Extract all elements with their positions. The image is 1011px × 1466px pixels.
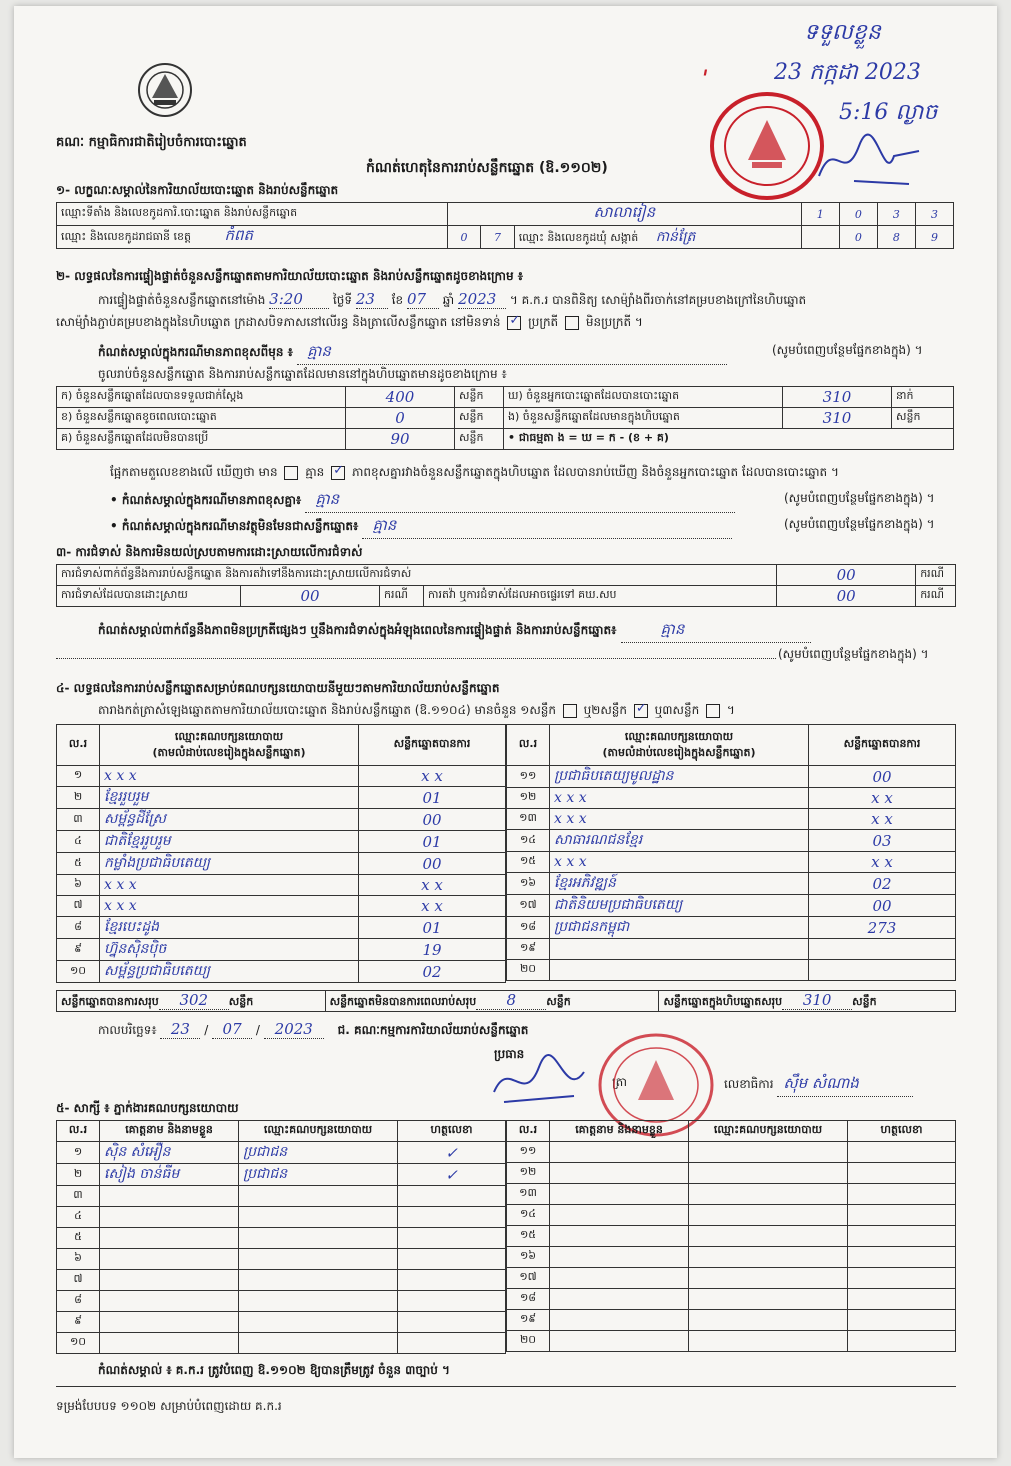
vote-row-number: ៥ [57,853,100,875]
two-sheets-checkbox[interactable] [634,704,648,718]
witness-row-number: ១៤ [507,1205,550,1226]
witness-signature [848,1310,956,1331]
objection-label: ការជំទាស់ពាក់ព័ន្ធនឹងការរាប់សន្លឹកឆ្នោត និងការតវ៉ាទៅនឹងការដោះស្រាយលើការជំទាស់ [57,565,777,586]
location-value: សាលារៀន [447,203,801,226]
sheet-count-line: តារាងកត់ត្រាសំឡេងឆ្នោតតាមការិយាល័យបោះឆ្នោត និងរាប់សន្លឹកឆ្នោត (ឱ.១១០៤) មានចំនួន ១សន្លឹក ឬ២សន្លឹក ✓ ឬ៣សន្លឹក ។ [98,702,735,720]
unused-value: 90 [346,429,455,450]
witness-row-number: ២ [57,1164,100,1186]
vote-row-number: ១៦ [507,873,550,895]
nec-emblem-icon [132,60,198,120]
witness-party [239,1186,398,1207]
witness-row-number: ១៣ [507,1184,550,1205]
committee-label: ជ. គណៈកម្មការការិយាល័យរាប់សន្លឹកឆ្នោត [337,1023,529,1037]
witness-signature [848,1163,956,1184]
witness-row-number: ២០ [507,1331,550,1352]
footer-form-code: ទម្រង់បែបបទ ១១០២ សម្រាប់បំពេញដោយ គ.ក.រ [56,1399,282,1413]
vote-row [57,961,506,983]
resolved-value: 00 [241,586,380,607]
remark-value: គ្មាន [297,342,727,365]
witness-row-number: ១០ [57,1333,100,1354]
form-page: គណៈ កម្មាធិការជាតិរៀបចំការបោះឆ្នោត ទទួលខ្លួន 23 កក្កដា 2023 5:16 ល្ងាច ˈ កំណត់ហេតុនៃការរាប់សន្លឹកឆ្នោត (ឱ.១១០២) ១- លក្ខណៈសម្គាល់នៃការិយាល័យបោះឆ្នោត និងរាប់សន្លឹកឆ្នោត ឈ្មោះទីតាំង និងលេខកូដការិ.បោះឆ្នោត និងរាប់សន្លឹកឆ្នោត សាលារៀន 1 0 3 3 ឈ្មោះ និងលេខកូដរាជធានី ខេត្ត កំពត 0 7 ឈ្មោះ និងលេខកូដឃុំ សង្កាត់ កាន់ត្រែ 0 8 9 ២- លទ្ធផលនៃការផ្ទៀងផ្ទាត់ចំនួនសន្លឹកឆ្នោតតាមការិយាល័យបោះឆ្នោត និងរាប់សន្លឹកឆ្នោតដូចខាងក្រោម ៖ ការផ្ទៀងផ្ទាត់ចំនួនសន្លឹកឆ្នោតនៅម៉ោង 3:20 ថ្ងៃទី 23 ខែ 07 ឆ្នាំ 2023 ។ គ.ក.រ បានពិនិត្យ សោម៉្យាំងពីរចាក់នៅគម្របខាងក្រៅនៃហិបឆ្នោត សោម៉្យាំងភ្ជាប់គម្របខាងក្នុងនៃហិបឆ្នោត ក្រដាសបិទភាសនៅលើរន្ធ និងត្រាលើសន្លឹកឆ្នោត នៅមិនទាន់ ✓ ប្រក្រតី មិនប្រក្រតី ។ កំណត់សម្គាល់ក្នុងករណីមានភាពខុសពីមុន ៖ គ្មាន (សូមបំពេញបន្ថែមផ្នែកខាងក្នុង) ។ ចូលរាប់ចំនួនសន្លឹកឆ្នោត និងការរាប់សន្លឹកឆ្នោតដែលមាននៅក្នុងហិបឆ្នោតមានដូចខាងក្រោម ៖ ក) ចំនួនសន្លឹកឆ្នោតដែលបានទទួលជាក់ស្តែង 400 សន្លឹក ឃ) ចំនួនអ្នកបោះឆ្នោតដែលបានបោះឆ្នោត 310 នាក់ ខ) ចំនួនសន្លឹកឆ្នោតខូចពេលបោះឆ្នោត 0 សន្លឹក ង) ចំនួនសន្លឹកឆ្នោតដែលមានក្នុងហិបឆ្នោត 310 សន្លឹក គ) ចំនួនសន្លឹកឆ្នោតដែលមិនបានប្រើ 90 សន្លឹក • ជាធម្មតា ង = ឃ = ក - (ខ + គ) ផ្អែកតាមតួលេខខាងលើ ឃើញថា មាន គ្មាន ✓ ភាពខុសគ្នារវាងចំនួនសន្លឹកឆ្នោតក្នុងហិបឆ្នោត ដែលបានរាប់ឃើញ និងចំនួនអ្នកបោះឆ្នោត ដែលបានបោះឆ្នោត ។ • កំណត់សម្គាល់ក្នុងករណីមានភាពខុសគ្នា៖ គ្មាន (សូមបំពេញបន្ថែមផ្នែកខាងក្នុង) ។ • កំណត់សម្គាល់ក្នុងករណីមានវត្ថុមិនមែនជាសន្លឹកឆ្នោត៖ គ្មាន (សូមបំពេញបន្ថែមផ្នែកខាងក្នុង) ។ ៣- ការជំទាស់ និងការមិនយល់ស្របតាមការដោះស្រាយលើការជំទាស់ ការជំទាស់ពាក់ព័ន្ធនឹងការរាប់សន្លឹកឆ្នោត និងការតវ៉ាទៅនឹងការដោះស្រាយលើការជំទាស់ 00 ករណី ការជំទាស់ដែលបានដោះស្រាយ 00 ករណី ការតវ៉ា ឬការជំទាស់ដែលអាចផ្ទេរទៅ គឃ.សប 00 ករណី កំណត់សម្គាល់ពាក់ព័ន្ធនឹងភាពមិនប្រក្រតីផ្សេងៗ ឬនឹងការជំទាស់ក្នុងអំឡុងពេលនៃការផ្ទៀងផ្ទាត់ និងការរាប់សន្លឹកឆ្នោត៖ គ្មាន (សូមបំពេញបន្ថែមផ្នែកខាងក្នុង) ។ ៤- លទ្ធផលនៃការរាប់សន្លឹកឆ្នោតសម្រាប់គណបក្សនយោបាយនីមួយៗតាមការិយាល័យរាប់សន្លឹកឆ្នោត តារាងកត់ត្រាសំឡេងឆ្នោតតាមការិយាល័យបោះឆ្នោត និងរាប់សន្លឹកឆ្នោត (ឱ.១១០៤) មានចំនួន ១សន្លឹក ឬ២សន្លឹក ✓ ឬ៣សន្លឹក ។ ល.រ ឈ្មោះគណបក្សនយោបាយ (តាមលំដាប់លេខរៀងក្នុងសន្លឹកឆ្នោត) សន្លឹកឆ្នោតបានការ ១ x x x x x ២ ខ្មែររួបរួម 01 ៣ សម្ព័ន្ធដីស្រែ 00 ៤ ជាតិខ្មែររួបរួម 01 ៥ កម្លាំងប្រជាធិបតេយ្យ 00 ៦ x x x x x ៧ x x x x x ៨ ខ្មែរបេះដូង 01 ៩ ហ្វ៊ុនស៊ិនប៉ិច 19 ១០ សម្ព័ន្ធប្រជាធិបតេយ្យ 02 ល.រ ឈ្មោះគណបក្សនយោបាយ (តាមលំដាប់លេខរៀងក្នុងសន្លឹកឆ្នោត) សន្លឹកឆ្នោតបានការ ១១ ប្រជាធិបតេយ្យមូលដ្ឋាន 00 ១២ x x x x x ១៣ x x x x x ១៤ សាធារណជនខ្មែរ 03 ១៥ x x x x x ១៦ ខ្មែរអភិវឌ្ឍន៍ 02 ១៧ ជាតិនិយមប្រជាធិបតេយ្យ 00 ១៨ ប្រជាជនកម្ពុជា 273 ១៩ ២០ សន្លឹកឆ្នោតបានការសរុប 302 សន្លឹក សន្លឹកឆ្នោតមិនបានការពេលរាប់សរុប 8 សន្លឹក សន្លឹកឆ្នោតក្នុងហិបឆ្នោតសរុប 310 សន្លឹក កាលបរិច្ឆេទ៖ 23 / 07 / 2023 ជ. គណៈកម្មការការិយាល័យរាប់សន្លឹកឆ្នោត ប្រធាន ត្រា លេខាធិការ ស៊ឹម សំណាង ៥- សាក្សី ៖ ភ្នាក់ងារគណបក្សនយោបាយ ល.រ គោត្តនាម និងនាមខ្លួន ឈ្មោះគណបក្សនយោបាយ ហត្ថលេខា ១ ស៊ិន សំអឿន ប្រជាជន ✓ ២ សៀង ចាន់ធីម ប្រជាជន ✓ ៣ ៤ ៥ ៦ ៧ ៨ ៩ ១០ ល.រ គោត្តនាម និងនាមខ្លួន ឈ្មោះគណបក្សនយោបាយ ហត្ថលេខា ១១ ១២ ១៣ ១៤ ១៥ ១៦ ១៧ ១៨ ១៩ ២០ កំណត់សម្គាល់ ៖ គ.ក.រ ត្រូវបំពេញ ឱ.១១០២ ឱ្យបានត្រឹមត្រូវ ចំនួន ៣ច្បាប់ ។ ទម្រង់បែបបទ ១១០២ សម្រាប់បំពេញដោយ គ.ក.រ [14,6,997,1458]
secretary: លេខាធិការ ស៊ឹម សំណាង [724,1074,913,1097]
witness-row [57,1142,506,1164]
vote-party-name: ជាតិខ្មែររួបរួម [100,831,359,853]
vote-row [507,852,956,873]
votes-table-right: ល.រ ឈ្មោះគណបក្សនយោបាយ (តាមលំដាប់លេខរៀងក្នុងសន្លឹកឆ្នោត) សន្លឹកឆ្នោតបានការ ១១ ប្រជាធិបតេយ្យមូលដ្ឋាន 00 ១២ x x x x x ១៣ x x x x x ១៤ សាធារណជនខ្មែរ 03 ១៥ x x x x x ១៦ ខ្មែរអភិវឌ្ឍន៍ 02 ១៧ ជាតិនិយមប្រជាធិបតេយ្យ 00 ១៨ ប្រជាជនកម្ពុជា 273 ១៩ ២០ [506,724,956,981]
witness-row-number: ១២ [507,1163,550,1184]
witness-party [239,1228,398,1249]
witness-party [689,1331,848,1352]
location-code-2: 0 [839,203,877,226]
witness-row [507,1331,956,1352]
spoiled-label: ខ) ចំនួនសន្លឹកឆ្នោតខូចពេលបោះឆ្នោត [57,408,346,429]
witness-table-right: ល.រ គោត្តនាម និងនាមខ្លួន ឈ្មោះគណបក្សនយោបាយ ហត្ថលេខា ១១ ១២ ១៣ ១៤ ១៥ ១៦ ១៧ ១៨ ១៩ ២០ [506,1120,956,1352]
vote-count: x x [359,896,506,917]
witness-row-number: ១៩ [507,1310,550,1331]
section1-title: ១- លក្ខណៈសម្គាល់នៃការិយាល័យបោះឆ្នោត និងរាប់សន្លឹកឆ្នោត [56,183,339,197]
witness-name [550,1226,689,1247]
witness-row [57,1164,506,1186]
vote-count: x x [359,875,506,896]
witness-signature [848,1247,956,1268]
vote-row [57,766,506,787]
date-day: 23 [160,1020,200,1039]
vote-party-name: x x x [100,875,359,896]
location-code-4: 3 [915,203,953,226]
vote-count: 00 [809,766,956,788]
vote-row-number: ១៧ [507,895,550,917]
vote-party-name: x x x [550,852,809,873]
witness-party [239,1291,398,1312]
vote-row [507,939,956,960]
witness-signature [398,1249,506,1270]
witness-signature [398,1333,506,1354]
vote-row [507,766,956,788]
discrepancy-line: ផ្អែកតាមតួលេខខាងលើ ឃើញថា មាន គ្មាន ✓ ភាពខុសគ្នារវាងចំនួនសន្លឹកឆ្នោតក្នុងហិបឆ្នោត ដែលបានរាប់ឃើញ និងចំនួនអ្នកបោះឆ្នោត ដែលបានបោះឆ្នោត ។ [110,464,839,482]
witness-signature [848,1289,956,1310]
verification-year: 2023 [458,290,506,309]
vote-row [57,896,506,917]
vote-count: x x [809,852,956,873]
total-valid-value: 302 [159,991,229,1010]
chair-label: ប្រធាន [494,1047,525,1061]
verification-month: 07 [407,290,439,309]
witness-signature [848,1205,956,1226]
bullet-discrepancy: • កំណត់សម្គាល់ក្នុងករណីមានភាពខុសគ្នា៖ គ្មាន [110,490,735,513]
vote-party-name: ខ្មែរបេះដូង [100,917,359,939]
vote-row [57,809,506,831]
witness-name [100,1249,239,1270]
votes-table-left: ល.រ ឈ្មោះគណបក្សនយោបាយ (តាមលំដាប់លេខរៀងក្នុងសន្លឹកឆ្នោត) សន្លឹកឆ្នោតបានការ ១ x x x x x ២ ខ្មែររួបរួម 01 ៣ សម្ព័ន្ធដីស្រែ 00 ៤ ជាតិខ្មែររួបរួម 01 ៥ កម្លាំងប្រជាធិបតេយ្យ 00 ៦ x x x x x ៧ x x x x x ៨ ខ្មែរបេះដូង 01 ៩ ហ្វ៊ុនស៊ិនប៉ិច 19 ១០ សម្ព័ន្ធប្រជាធិបតេយ្យ 02 [56,724,506,983]
vote-row-number: ៨ [57,917,100,939]
section5-title: ៥- សាក្សី ៖ ភ្នាក់ងារគណបក្សនយោបាយ [56,1101,239,1115]
vote-count [809,939,956,960]
vote-row [57,917,506,939]
witness-name [550,1331,689,1352]
witness-name [550,1142,689,1163]
vote-row-number: ១១ [507,766,550,788]
total-in-box-value: 310 [782,991,852,1010]
vote-row-number: ៣ [57,809,100,831]
witness-row-number: ៣ [57,1186,100,1207]
witness-party [239,1249,398,1270]
witness-party [239,1207,398,1228]
vote-count [809,960,956,981]
witness-signature: ✓ [398,1142,506,1164]
witness-row [57,1228,506,1249]
objection-value: 00 [777,565,916,586]
witness-name: សៀង ចាន់ធីម [100,1164,239,1186]
vote-count: 03 [809,830,956,852]
witness-row [507,1247,956,1268]
witness-signature [848,1226,956,1247]
vote-party-name: សម្ព័ន្ធដីស្រែ [100,809,359,831]
vote-count: x x [809,809,956,830]
official-stamp-icon [708,90,826,202]
witness-name [100,1207,239,1228]
witness-name [100,1312,239,1333]
total-in-box: សន្លឹកឆ្នោតក្នុងហិបឆ្នោតសរុប 310 សន្លឹក [659,991,956,1012]
vote-row [57,939,506,961]
witness-row-number: ៥ [57,1228,100,1249]
vote-party-name [550,960,809,981]
witness-party [689,1247,848,1268]
section1-table [56,202,954,249]
vote-party-name: x x x [550,788,809,809]
witness-name [100,1291,239,1312]
normal-checkbox[interactable] [507,316,521,330]
vote-row-number: ១២ [507,788,550,809]
vote-party-name: ហ្វ៊ុនស៊ិនប៉ិច [100,939,359,961]
witness-signature [848,1331,956,1352]
signature-top-icon [814,126,924,196]
commune-code-1: 0 [839,226,877,249]
witness-name: ស៊ិន សំអឿន [100,1142,239,1164]
vote-party-name: ប្រជាធិបតេយ្យមូលដ្ឋាន [550,766,809,788]
bullet-foreign-value: គ្មាន [362,516,732,539]
remark-line: កំណត់សម្គាល់ក្នុងករណីមានភាពខុសពីមុន ៖ គ្មាន [98,342,727,365]
witness-party [689,1163,848,1184]
witness-row-number: ៤ [57,1207,100,1228]
witness-row [507,1163,956,1184]
vote-row-number: ១០ [57,961,100,983]
voters-label: ឃ) ចំនួនអ្នកបោះឆ្នោតដែលបានបោះឆ្នោត [504,387,783,408]
witness-row [57,1186,506,1207]
witness-row [507,1310,956,1331]
witness-row [507,1289,956,1310]
vote-row-number: ៧ [57,896,100,917]
remark-fill-note: (សូមបំពេញបន្ថែមផ្នែកខាងក្នុង) ។ [772,343,923,357]
vote-row [507,809,956,830]
seal-check-line: សោម៉្យាំងភ្ជាប់គម្របខាងក្នុងនៃហិបឆ្នោត ក្រដាសបិទភាសនៅលើរន្ធ និងត្រាលើសន្លឹកឆ្នោត នៅមិនទាន់ ✓ ប្រក្រតី មិនប្រក្រតី ។ [56,314,643,332]
count-table: ក) ចំនួនសន្លឹកឆ្នោតដែលបានទទួលជាក់ស្តែង 400 សន្លឹក ឃ) ចំនួនអ្នកបោះឆ្នោតដែលបានបោះឆ្នោត 310 នាក់ ខ) ចំនួនសន្លឹកឆ្នោតខូចពេលបោះឆ្នោត 0 សន្លឹក ង) ចំនួនសន្លឹកឆ្នោតដែលមានក្នុងហិបឆ្នោត 310 សន្លឹក គ) ចំនួនសន្លឹកឆ្នោតដែលមិនបានប្រើ 90 សន្លឹក • ជាធម្មតា ង = ឃ = ក - (ខ + គ) [56,386,954,450]
witness-name [550,1205,689,1226]
vote-count: 01 [359,917,506,939]
witness-name [100,1333,239,1354]
verification-line: ការផ្ទៀងផ្ទាត់ចំនួនសន្លឹកឆ្នោតនៅម៉ោង 3:20 ថ្ងៃទី 23 ខែ 07 ឆ្នាំ 2023 ។ គ.ក.រ បានពិនិត្យ សោម៉្យាំងពីរចាក់នៅគម្របខាងក្រៅនៃហិបឆ្នោត [98,290,807,308]
vote-row-number: ១ [57,766,100,787]
witness-party: ប្រជាជន [239,1164,398,1186]
witness-signature [398,1291,506,1312]
vote-row-number: ២ [57,787,100,809]
voters-value: 310 [783,387,892,408]
resolved-label: ការជំទាស់ដែលបានដោះស្រាយ [57,586,241,607]
witness-row [57,1249,506,1270]
org-name: គណៈ កម្មាធិការជាតិរៀបចំការបោះឆ្នោត [56,135,247,150]
witness-party [689,1289,848,1310]
witness-signature: ✓ [398,1164,506,1186]
witness-signature [398,1270,506,1291]
vote-count: 01 [359,831,506,853]
footer-divider [56,1386,956,1387]
vote-row [57,853,506,875]
bullet-discrepancy-value: គ្មាន [305,490,735,513]
location-label: ឈ្មោះទីតាំង និងលេខកូដការិ.បោះឆ្នោត និងរាប់សន្លឹកឆ្នោត [57,203,448,226]
objection-table: ការជំទាស់ពាក់ព័ន្ធនឹងការរាប់សន្លឹកឆ្នោត និងការតវ៉ាទៅនឹងការដោះស្រាយលើការជំទាស់ 00 ករណី ការជំទាស់ដែលបានដោះស្រាយ 00 ករណី ការតវ៉ា ឬការជំទាស់ដែលអាចផ្ទេរទៅ គឃ.សប 00 ករណី [56,564,956,607]
commune-code-3: 9 [915,226,953,249]
witness-signature [398,1186,506,1207]
vote-count: 02 [359,961,506,983]
vote-row [507,895,956,917]
witness-party [689,1268,848,1289]
witness-party [239,1270,398,1291]
section4-title: ៤- លទ្ធផលនៃការរាប់សន្លឹកឆ្នោតសម្រាប់គណបក្សនយោបាយនីមួយៗតាមការិយាល័យរាប់សន្លឹកឆ្នោត [56,681,500,695]
witness-row [57,1312,506,1333]
witness-party [689,1226,848,1247]
vote-party-name: ខ្មែរអភិវឌ្ឍន៍ [550,873,809,895]
witness-name [550,1268,689,1289]
vote-party-name: ប្រជាជនកម្ពុជា [550,917,809,939]
verification-time: 3:20 [269,290,329,309]
vote-party-name: ជាតិនិយមប្រជាធិបតេយ្យ [550,895,809,917]
witness-row [57,1291,506,1312]
witness-table-left: ល.រ គោត្តនាម និងនាមខ្លួន ឈ្មោះគណបក្សនយោបាយ ហត្ថលេខា ១ ស៊ិន សំអឿន ប្រជាជន ✓ ២ សៀង ចាន់ធីម ប្រជាជន ✓ ៣ ៤ ៥ ៦ ៧ ៨ ៩ ១០ [56,1120,506,1354]
witness-name [550,1184,689,1205]
witness-row-number: ១៦ [507,1247,550,1268]
witness-party [689,1142,848,1163]
vote-count: 02 [809,873,956,895]
location-code-3: 3 [877,203,915,226]
witness-row [507,1268,956,1289]
red-mark: ˈ [702,66,709,94]
date-month: 07 [212,1020,252,1039]
vote-party-name: x x x [550,809,809,830]
bullet-foreign: • កំណត់សម្គាល់ក្នុងករណីមានវត្ថុមិនមែនជាសន្លឹកឆ្នោត៖ គ្មាន [110,516,732,539]
abnormal-checkbox[interactable] [565,316,579,330]
witness-party: ប្រជាជន [239,1142,398,1164]
vote-row [507,917,956,939]
witness-row-number: ៩ [57,1312,100,1333]
received-value: 400 [346,387,455,408]
witness-party [239,1312,398,1333]
irregularity-value: គ្មាន [621,620,811,643]
vote-row-number: ២០ [507,960,550,981]
total-invalid: សន្លឹកឆ្នោតមិនបានការពេលរាប់សរុប 8 សន្លឹក [325,991,659,1012]
footer-note: កំណត់សម្គាល់ ៖ គ.ក.រ ត្រូវបំពេញ ឱ.១១០២ ឱ្យបានត្រឹមត្រូវ ចំនួន ៣ច្បាប់ ។ [98,1363,450,1377]
vote-count: 01 [359,787,506,809]
vote-count: 273 [809,917,956,939]
vote-count: 00 [809,895,956,917]
vote-row-number: ៦ [57,875,100,896]
vote-party-name: សម្ព័ន្ធប្រជាធិបតេយ្យ [100,961,359,983]
form-title: កំណត់ហេតុនៃការរាប់សន្លឹកឆ្នោត (ឱ.១១០២) [366,160,608,176]
province-code-1: 0 [447,226,480,249]
witness-name [550,1289,689,1310]
vote-row [507,830,956,852]
spoiled-value: 0 [346,408,455,429]
vote-row-number: ១៥ [507,852,550,873]
unused-label: គ) ចំនួនសន្លឹកឆ្នោតដែលមិនបានប្រើ [57,429,346,450]
signing-date: កាលបរិច្ឆេទ៖ 23 / 07 / 2023 ជ. គណៈកម្មការការិយាល័យរាប់សន្លឹកឆ្នោត [98,1020,529,1038]
witness-signature [848,1142,956,1163]
received-time: 5:16 ល្ងាច [839,100,938,125]
witness-row [507,1205,956,1226]
vote-row [507,873,956,895]
vote-row-number: ១៨ [507,917,550,939]
witness-row-number: ១ [57,1142,100,1164]
witness-row-number: ១៧ [507,1268,550,1289]
in-box-label: ង) ចំនួនសន្លឹកឆ្នោតដែលមានក្នុងហិបឆ្នោត [504,408,783,429]
vote-row-number: ៤ [57,831,100,853]
section2-title: ២- លទ្ធផលនៃការផ្ទៀងផ្ទាត់ចំនួនសន្លឹកឆ្នោតតាមការិយាល័យបោះឆ្នោត និងរាប់សន្លឹកឆ្នោតដូចខាងក្រោម ៖ [56,269,524,283]
witness-name [100,1228,239,1249]
vote-party-name: សាធារណជនខ្មែរ [550,830,809,852]
commune-label: ឈ្មោះ និងលេខកូដឃុំ សង្កាត់ កាន់ត្រែ [514,226,801,249]
received-label: ក) ចំនួនសន្លឹកឆ្នោតដែលបានទទួលជាក់ស្តែង [57,387,346,408]
vote-count: x x [359,766,506,787]
date-year: 2023 [264,1020,324,1039]
witness-row [507,1184,956,1205]
vote-party-name [550,939,809,960]
vote-row-number: ១៣ [507,809,550,830]
secretary-name: ស៊ឹម សំណាង [777,1074,913,1097]
commune-code-2: 8 [877,226,915,249]
vote-count: x x [809,788,956,809]
vote-count: 19 [359,939,506,961]
vote-row [57,787,506,809]
location-code-1: 1 [801,203,839,226]
witness-row-number: ១៨ [507,1289,550,1310]
in-box-value: 310 [783,408,892,429]
vote-row [57,831,506,853]
vote-party-name: x x x [100,766,359,787]
witness-party [689,1205,848,1226]
formula-note: • ជាធម្មតា ង = ឃ = ក - (ខ + គ) [504,429,954,450]
witness-row [507,1142,956,1163]
total-invalid-value: 8 [476,991,546,1010]
vote-row-number: ៩ [57,939,100,961]
section3-title: ៣- ការជំទាស់ និងការមិនយល់ស្របតាមការដោះស្រាយលើការជំទាស់ [56,545,363,559]
received-note: ទទួលខ្លួន [804,20,881,45]
vote-party-name: កម្លាំងប្រជាធិបតេយ្យ [100,853,359,875]
vote-row-number: ១៩ [507,939,550,960]
totals-table [56,990,956,1012]
witness-row-number: ៦ [57,1249,100,1270]
witness-signature [398,1312,506,1333]
vote-party-name: ខ្មែររួបរួម [100,787,359,809]
witness-name [100,1186,239,1207]
witness-party [689,1310,848,1331]
witness-name [550,1163,689,1184]
witness-row [57,1333,506,1354]
witness-row-number: ១៥ [507,1226,550,1247]
three-sheets-checkbox[interactable] [706,704,720,718]
irregularity-remark: កំណត់សម្គាល់ពាក់ព័ន្ធនឹងភាពមិនប្រក្រតីផ្សេងៗ ឬនឹងការជំទាស់ក្នុងអំឡុងពេលនៃការផ្ទៀងផ្ទាត់ និងការរាប់សន្លឹកឆ្នោត៖ គ្មាន [98,620,811,643]
witness-row-number: ៧ [57,1270,100,1291]
no-discrepancy-checkbox[interactable] [331,466,345,480]
transfer-label: ការតវ៉ា ឬការជំទាស់ដែលអាចផ្ទេរទៅ គឃ.សប [424,586,777,607]
count-intro: ចូលរាប់ចំនួនសន្លឹកឆ្នោត និងការរាប់សន្លឹកឆ្នោតដែលមាននៅក្នុងហិបឆ្នោតមានដូចខាងក្រោម ៖ [98,367,507,381]
vote-count: 00 [359,853,506,875]
vote-row [507,960,956,981]
witness-name [550,1310,689,1331]
witness-signature [848,1268,956,1289]
chair-signature-icon [484,1052,604,1112]
witness-signature [398,1207,506,1228]
province-code-2: 7 [481,226,514,249]
total-valid: សន្លឹកឆ្នោតបានការសរុប 302 សន្លឹក [57,991,326,1012]
witness-row-number: ៨ [57,1291,100,1312]
vote-count: 00 [359,809,506,831]
witness-row [57,1270,506,1291]
transfer-value: 00 [777,586,916,607]
vote-row [507,788,956,809]
witness-signature [398,1228,506,1249]
witness-name [100,1270,239,1291]
witness-signature [848,1184,956,1205]
vote-row-number: ១៤ [507,830,550,852]
witness-row [507,1226,956,1247]
has-discrepancy-checkbox[interactable] [284,466,298,480]
witness-row [57,1207,506,1228]
witness-party [689,1184,848,1205]
witness-party [239,1333,398,1354]
province-label: ឈ្មោះ និងលេខកូដរាជធានី ខេត្ត កំពត [57,226,448,249]
vote-row [57,875,506,896]
vote-party-name: x x x [100,896,359,917]
witness-name [550,1247,689,1268]
received-date: 23 កក្កដា 2023 [774,60,921,85]
one-sheet-checkbox[interactable] [563,704,577,718]
verification-day: 23 [356,290,388,309]
witness-row-number: ១១ [507,1142,550,1163]
